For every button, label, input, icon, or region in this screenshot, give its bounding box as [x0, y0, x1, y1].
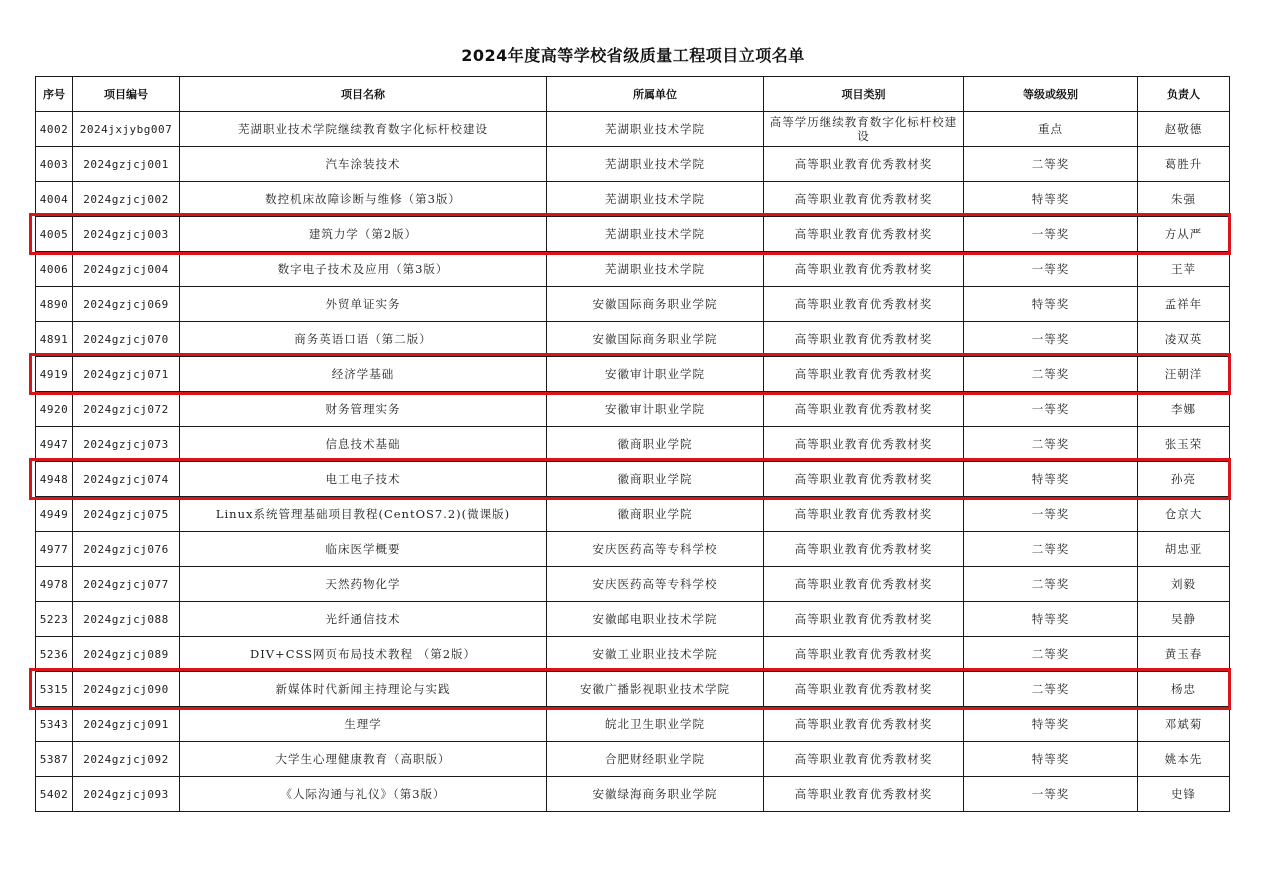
- cell-seq: 4006: [36, 252, 73, 287]
- cell-seq: 4003: [36, 147, 73, 182]
- cell-level: 特等奖: [964, 707, 1138, 742]
- cell-project-name: 汽车涂装技术: [180, 147, 547, 182]
- cell-leader: 邓斌菊: [1138, 707, 1230, 742]
- cell-level: 二等奖: [964, 637, 1138, 672]
- cell-code: 2024gzjcj074: [73, 462, 180, 497]
- cell-project-name: 临床医学概要: [180, 532, 547, 567]
- cell-level: 特等奖: [964, 742, 1138, 777]
- table-header-row: [36, 77, 1230, 112]
- cell-code: 2024gzjcj073: [73, 427, 180, 462]
- cell-code: 2024gzjcj088: [73, 602, 180, 637]
- cell-leader: 胡忠亚: [1138, 532, 1230, 567]
- table-row: [36, 602, 1230, 637]
- cell-code: 2024gzjcj075: [73, 497, 180, 532]
- cell-level: 特等奖: [964, 462, 1138, 497]
- cell-project-name: 商务英语口语（第二版）: [180, 322, 547, 357]
- table-row: [36, 217, 1230, 252]
- cell-category: 高等职业教育优秀教材奖: [764, 637, 964, 672]
- cell-unit: 芜湖职业技术学院: [547, 217, 764, 252]
- cell-seq: 5315: [36, 672, 73, 707]
- cell-level: 特等奖: [964, 602, 1138, 637]
- document-title: 2024年度高等学校省级质量工程项目立项名单: [461, 46, 805, 65]
- cell-unit: 安徽国际商务职业学院: [547, 322, 764, 357]
- cell-project-name: DIV+CSS网页布局技术教程 （第2版）: [180, 637, 547, 672]
- cell-category: 高等职业教育优秀教材奖: [764, 497, 964, 532]
- cell-category: 高等职业教育优秀教材奖: [764, 707, 964, 742]
- cell-code: 2024gzjcj071: [73, 357, 180, 392]
- cell-category: 高等职业教育优秀教材奖: [764, 462, 964, 497]
- cell-leader: 杨忠: [1138, 672, 1230, 707]
- column-header-level: 等级或级别: [964, 77, 1138, 112]
- cell-category: 高等职业教育优秀教材奖: [764, 532, 964, 567]
- cell-leader: 吴静: [1138, 602, 1230, 637]
- cell-project-name: 生理学: [180, 707, 547, 742]
- cell-unit: 皖北卫生职业学院: [547, 707, 764, 742]
- cell-unit: 安徽邮电职业技术学院: [547, 602, 764, 637]
- table-row: [36, 392, 1230, 427]
- cell-unit: 安徽审计职业学院: [547, 392, 764, 427]
- cell-category: 高等职业教育优秀教材奖: [764, 357, 964, 392]
- table-body: [36, 112, 1230, 812]
- cell-seq: 4920: [36, 392, 73, 427]
- cell-code: 2024jxjybg007: [73, 112, 180, 147]
- cell-project-name: 天然药物化学: [180, 567, 547, 602]
- cell-category: 高等学历继续教育数字化标杆校建设: [764, 112, 964, 147]
- cell-level: 一等奖: [964, 217, 1138, 252]
- cell-seq: 5387: [36, 742, 73, 777]
- table-row: [36, 252, 1230, 287]
- table-row: [36, 672, 1230, 707]
- cell-seq: 4949: [36, 497, 73, 532]
- cell-project-name: 新媒体时代新闻主持理论与实践: [180, 672, 547, 707]
- table-row: [36, 742, 1230, 777]
- table-row: [36, 357, 1230, 392]
- cell-unit: 安徽广播影视职业技术学院: [547, 672, 764, 707]
- cell-leader: 凌双英: [1138, 322, 1230, 357]
- cell-leader: 朱强: [1138, 182, 1230, 217]
- cell-level: 二等奖: [964, 567, 1138, 602]
- cell-code: 2024gzjcj077: [73, 567, 180, 602]
- cell-seq: 4919: [36, 357, 73, 392]
- cell-code: 2024gzjcj093: [73, 777, 180, 812]
- cell-code: 2024gzjcj069: [73, 287, 180, 322]
- cell-category: 高等职业教育优秀教材奖: [764, 672, 964, 707]
- cell-unit: 徽商职业学院: [547, 497, 764, 532]
- cell-code: 2024gzjcj089: [73, 637, 180, 672]
- cell-leader: 史锋: [1138, 777, 1230, 812]
- cell-project-name: 电工电子技术: [180, 462, 547, 497]
- column-header-unit: 所属单位: [547, 77, 764, 112]
- column-header-leader: 负责人: [1138, 77, 1230, 112]
- table-row: [36, 287, 1230, 322]
- cell-category: 高等职业教育优秀教材奖: [764, 742, 964, 777]
- cell-level: 二等奖: [964, 532, 1138, 567]
- cell-leader: 仓京大: [1138, 497, 1230, 532]
- cell-leader: 姚本先: [1138, 742, 1230, 777]
- cell-seq: 4002: [36, 112, 73, 147]
- cell-level: 二等奖: [964, 357, 1138, 392]
- column-header-seq: 序号: [36, 77, 73, 112]
- cell-leader: 方从严: [1138, 217, 1230, 252]
- cell-level: 一等奖: [964, 777, 1138, 812]
- cell-level: 一等奖: [964, 497, 1138, 532]
- cell-unit: 安徽审计职业学院: [547, 357, 764, 392]
- cell-category: 高等职业教育优秀教材奖: [764, 322, 964, 357]
- cell-category: 高等职业教育优秀教材奖: [764, 217, 964, 252]
- cell-project-name: 经济学基础: [180, 357, 547, 392]
- cell-unit: 徽商职业学院: [547, 427, 764, 462]
- cell-level: 一等奖: [964, 322, 1138, 357]
- cell-leader: 黄玉春: [1138, 637, 1230, 672]
- table-row: [36, 637, 1230, 672]
- cell-project-name: 外贸单证实务: [180, 287, 547, 322]
- cell-unit: 安徽绿海商务职业学院: [547, 777, 764, 812]
- table-row: [36, 567, 1230, 602]
- cell-code: 2024gzjcj070: [73, 322, 180, 357]
- cell-unit: 芜湖职业技术学院: [547, 252, 764, 287]
- cell-code: 2024gzjcj092: [73, 742, 180, 777]
- cell-leader: 王苹: [1138, 252, 1230, 287]
- cell-level: 特等奖: [964, 287, 1138, 322]
- cell-code: 2024gzjcj002: [73, 182, 180, 217]
- cell-level: 二等奖: [964, 147, 1138, 182]
- cell-unit: 芜湖职业技术学院: [547, 182, 764, 217]
- cell-code: 2024gzjcj076: [73, 532, 180, 567]
- table-row: [36, 497, 1230, 532]
- cell-code: 2024gzjcj003: [73, 217, 180, 252]
- table-row: [36, 112, 1230, 147]
- cell-project-name: 建筑力学（第2版）: [180, 217, 547, 252]
- cell-unit: 安庆医药高等专科学校: [547, 567, 764, 602]
- cell-leader: 张玉荣: [1138, 427, 1230, 462]
- cell-leader: 葛胜升: [1138, 147, 1230, 182]
- cell-category: 高等职业教育优秀教材奖: [764, 427, 964, 462]
- cell-category: 高等职业教育优秀教材奖: [764, 182, 964, 217]
- cell-level: 重点: [964, 112, 1138, 147]
- cell-unit: 芜湖职业技术学院: [547, 112, 764, 147]
- cell-level: 一等奖: [964, 252, 1138, 287]
- cell-seq: 4005: [36, 217, 73, 252]
- cell-seq: 4891: [36, 322, 73, 357]
- project-list-table: [35, 76, 1230, 812]
- cell-level: 二等奖: [964, 427, 1138, 462]
- cell-project-name: 光纤通信技术: [180, 602, 547, 637]
- cell-category: 高等职业教育优秀教材奖: [764, 567, 964, 602]
- cell-seq: 5223: [36, 602, 73, 637]
- cell-project-name: 大学生心理健康教育（高职版）: [180, 742, 547, 777]
- cell-unit: 徽商职业学院: [547, 462, 764, 497]
- cell-project-name: 数字电子技术及应用（第3版）: [180, 252, 547, 287]
- cell-project-name: 数控机床故障诊断与维修（第3版）: [180, 182, 547, 217]
- cell-level: 特等奖: [964, 182, 1138, 217]
- cell-seq: 4977: [36, 532, 73, 567]
- cell-project-name: Linux系统管理基础项目教程(CentOS7.2)(微课版): [180, 497, 547, 532]
- table-row: [36, 322, 1230, 357]
- table-row: [36, 532, 1230, 567]
- column-header-name: 项目名称: [180, 77, 547, 112]
- table-row: [36, 147, 1230, 182]
- cell-seq: 4947: [36, 427, 73, 462]
- table-row: [36, 427, 1230, 462]
- column-header-code: 项目编号: [73, 77, 180, 112]
- cell-unit: 安徽国际商务职业学院: [547, 287, 764, 322]
- table-row: [36, 707, 1230, 742]
- cell-category: 高等职业教育优秀教材奖: [764, 287, 964, 322]
- cell-seq: 4948: [36, 462, 73, 497]
- cell-code: 2024gzjcj004: [73, 252, 180, 287]
- cell-seq: 5402: [36, 777, 73, 812]
- cell-project-name: 财务管理实务: [180, 392, 547, 427]
- cell-code: 2024gzjcj090: [73, 672, 180, 707]
- cell-project-name: 信息技术基础: [180, 427, 547, 462]
- cell-code: 2024gzjcj091: [73, 707, 180, 742]
- cell-category: 高等职业教育优秀教材奖: [764, 777, 964, 812]
- table-row: [36, 777, 1230, 812]
- cell-level: 二等奖: [964, 672, 1138, 707]
- cell-level: 一等奖: [964, 392, 1138, 427]
- cell-leader: 汪朝洋: [1138, 357, 1230, 392]
- cell-leader: 孟祥年: [1138, 287, 1230, 322]
- cell-leader: 刘毅: [1138, 567, 1230, 602]
- cell-project-name: 《人际沟通与礼仪》（第3版）: [180, 777, 547, 812]
- cell-leader: 赵敬德: [1138, 112, 1230, 147]
- cell-seq: 4004: [36, 182, 73, 217]
- cell-unit: 合肥财经职业学院: [547, 742, 764, 777]
- cell-code: 2024gzjcj001: [73, 147, 180, 182]
- cell-leader: 李娜: [1138, 392, 1230, 427]
- table-row: [36, 182, 1230, 217]
- cell-category: 高等职业教育优秀教材奖: [764, 252, 964, 287]
- cell-category: 高等职业教育优秀教材奖: [764, 602, 964, 637]
- cell-category: 高等职业教育优秀教材奖: [764, 392, 964, 427]
- cell-category: 高等职业教育优秀教材奖: [764, 147, 964, 182]
- cell-seq: 4890: [36, 287, 73, 322]
- cell-seq: 4978: [36, 567, 73, 602]
- cell-unit: 芜湖职业技术学院: [547, 147, 764, 182]
- cell-unit: 安庆医药高等专科学校: [547, 532, 764, 567]
- column-header-category: 项目类别: [764, 77, 964, 112]
- cell-leader: 孙亮: [1138, 462, 1230, 497]
- cell-seq: 5236: [36, 637, 73, 672]
- cell-project-name: 芜湖职业技术学院继续教育数字化标杆校建设: [180, 112, 547, 147]
- cell-seq: 5343: [36, 707, 73, 742]
- table-row: [36, 462, 1230, 497]
- cell-unit: 安徽工业职业技术学院: [547, 637, 764, 672]
- cell-code: 2024gzjcj072: [73, 392, 180, 427]
